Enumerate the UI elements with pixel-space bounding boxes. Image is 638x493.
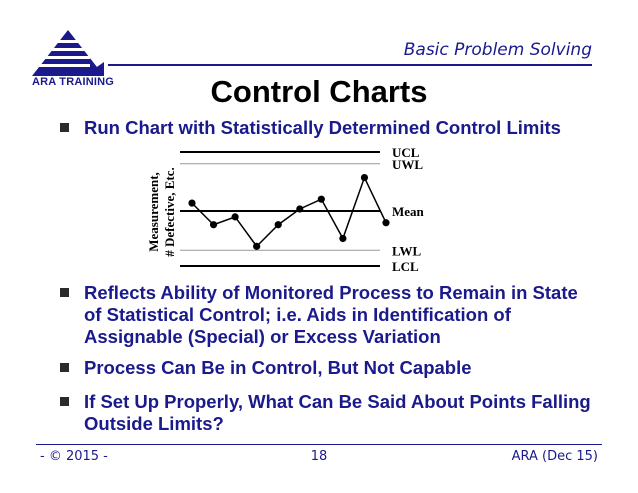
- y-axis-label-line2: # Defective, Etc.: [162, 167, 177, 257]
- square-bullet-icon: [60, 288, 69, 297]
- square-bullet-icon: [60, 363, 69, 372]
- limit-label-mean: Mean: [392, 203, 424, 219]
- data-point-4: [253, 243, 260, 250]
- header-divider: [108, 64, 592, 66]
- square-bullet-icon: [60, 123, 69, 132]
- control-chart: [140, 140, 440, 280]
- bullet-text: Reflects Ability of Monitored Process to Remain in State of Statistical Control; i.e. Aids in Identification of Assignable (Special) or Excess Variation: [84, 282, 578, 347]
- logo-text: ARA TRAINING: [32, 76, 115, 88]
- limit-label-ucl: UCL: [392, 145, 420, 160]
- y-axis-label-line1: Measurement,: [146, 172, 161, 252]
- data-point-9: [361, 174, 368, 181]
- bullet-text: Process Can Be in Control, But Not Capable: [84, 357, 472, 378]
- data-point-7: [318, 196, 325, 203]
- footer-date: ARA (Dec 15): [511, 449, 598, 464]
- data-point-2: [210, 221, 217, 228]
- data-point-8: [339, 235, 346, 242]
- data-point-3: [232, 213, 239, 220]
- bullet-item-1: [60, 117, 600, 139]
- slide-title: Control Charts: [210, 74, 428, 109]
- bullet-item-3: [60, 357, 600, 379]
- bullet-text: Run Chart with Statistically Determined Control Limits: [84, 117, 561, 138]
- limit-label-uwl: UWL: [392, 156, 424, 172]
- bullet-item-4: [60, 391, 600, 435]
- limit-label-lcl: LCL: [392, 259, 419, 274]
- footer-divider: [36, 444, 602, 445]
- footer-page-number: 18: [310, 449, 328, 464]
- bullet-text: If Set Up Properly, What Can Be Said About Points Falling Outside Limits?: [84, 391, 591, 434]
- square-bullet-icon: [60, 397, 69, 406]
- limit-label-lwl: LWL: [392, 243, 422, 259]
- data-point-1: [188, 200, 195, 207]
- course-title: Basic Problem Solving: [403, 40, 592, 60]
- data-point-5: [275, 221, 282, 228]
- footer-copyright: - © 2015 -: [40, 449, 108, 464]
- data-point-6: [296, 205, 303, 212]
- data-point-10: [382, 219, 389, 226]
- bullet-item-2: [60, 282, 600, 348]
